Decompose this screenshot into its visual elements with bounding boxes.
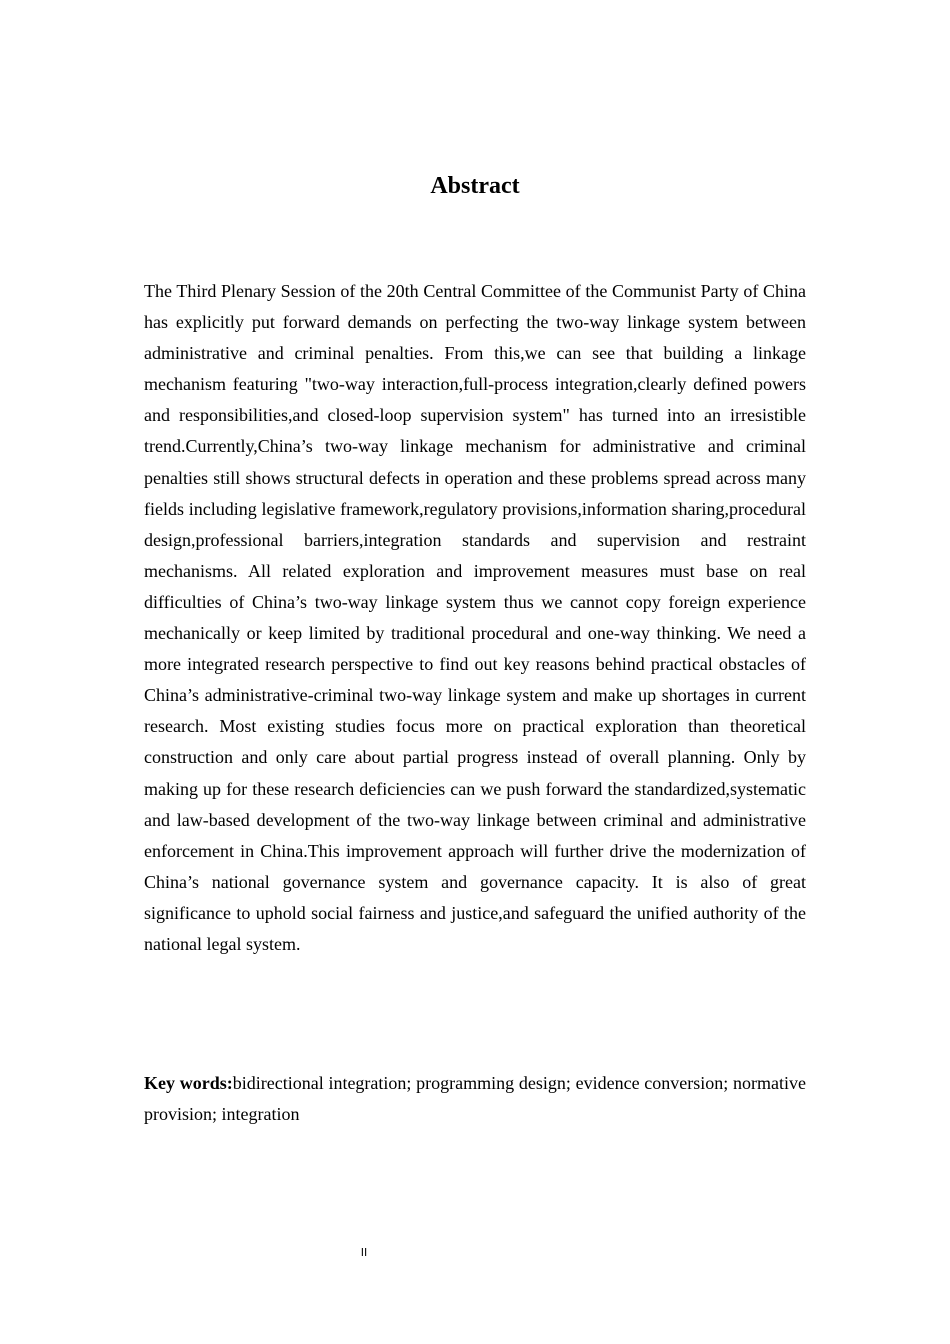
- page-title: Abstract: [430, 173, 520, 199]
- keywords-label: Key words:: [144, 1073, 233, 1093]
- keywords-text: bidirectional integration; programming design; evidence conversion; normative provision; integration: [144, 1073, 806, 1124]
- keywords-paragraph: [144, 1068, 806, 1130]
- abstract-body: The Third Plenary Session of the 20th Central Committee of the Communist Party of China has explicitly put forward demands on perfecting the two-way linkage system between administrative and criminal penalties. From this,we can see that building a linkage mechanism featuring "two-way interaction,full-process integration,clearly defined powers and responsibilities,and closed-loop supervision system" has turned into an irresistible trend.Currently,China’s two-way linkage mechanism for administrative and criminal penalties still shows structural defects in operation and these problems spread across many fields including legislative framework,regulatory provisions,information sharing,procedural design,professional barriers,integration standards and supervision and restraint mechanisms. All related exploration and improvement measures must base on real difficulties of China’s two-way linkage system thus we cannot copy foreign experience mechanically or keep limited by traditional procedural and one-way thinking. We need a more integrated research perspective to find out key reasons behind practical obstacles of China’s administrative-criminal two-way linkage system and make up shortages in current research. Most existing studies focus more on practical exploration than theoretical construction and only care about partial progress instead of overall planning. Only by making up for these research deficiencies can we push forward the standardized,systematic and law-based development of the two-way linkage between criminal and administrative enforcement in China.This improvement approach will further drive the modernization of China’s national governance system and governance capacity. It is also of great significance to uphold social fairness and justice,and safeguard the unified authority of the national legal system.: [144, 281, 806, 954]
- page-number: II: [360, 1246, 368, 1259]
